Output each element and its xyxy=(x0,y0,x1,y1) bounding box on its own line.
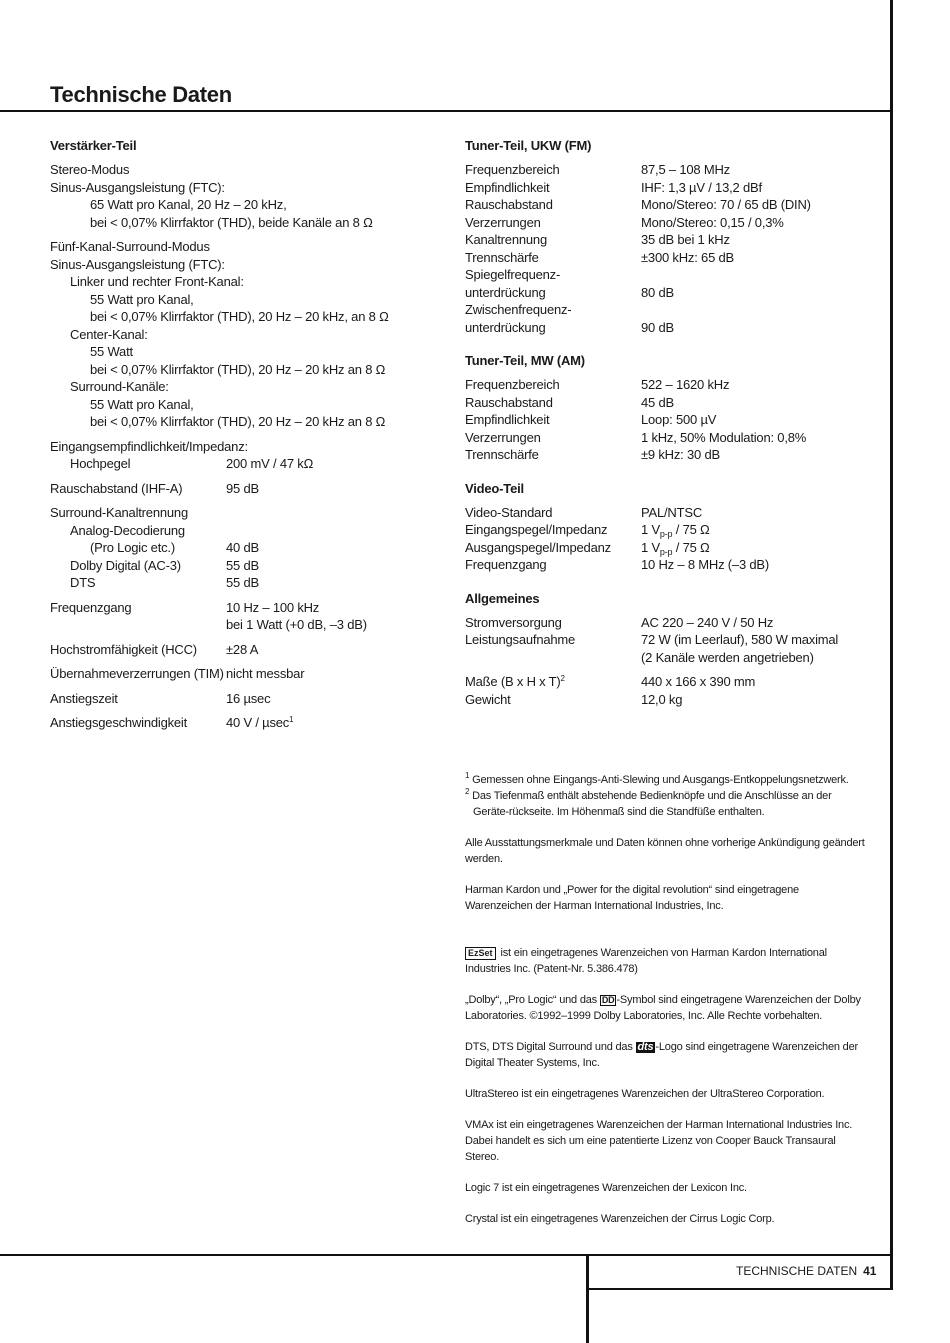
spec-value: 40 dB xyxy=(226,540,259,555)
spec-value: 45 dB xyxy=(641,394,674,410)
tuner-video-section xyxy=(465,137,865,708)
spec-row xyxy=(465,691,865,709)
spec-value: (2 Kanäle werden angetrieben) xyxy=(641,649,814,665)
spec-label: Frequenzgang xyxy=(50,599,132,615)
fm-heading: Tuner-Teil, UKW (FM) xyxy=(465,138,592,153)
spec-value: 35 dB bei 1 kHz xyxy=(641,232,730,247)
spec-row xyxy=(50,714,410,732)
am-heading: Tuner-Teil, MW (AM) xyxy=(465,353,585,368)
page-title: Technische Daten xyxy=(50,82,232,107)
spec-row xyxy=(50,616,410,634)
spec-value: nicht messbar xyxy=(226,666,305,681)
change-notice: Alle Ausstattungsmerkmale und Daten können ohne vorherige Ankündigung geändert werden. xyxy=(465,837,865,865)
spec-value: 72 W (im Leerlauf), 580 W maximal xyxy=(641,632,839,647)
sine-output-label: Sinus-Ausgangsleistung (FTC): xyxy=(50,179,225,195)
logic7-trademark: Logic 7 ist ein eingetragenes Warenzeichen der Lexicon Inc. xyxy=(465,1182,747,1194)
footnote-mark: 1 xyxy=(289,715,294,724)
am-spec-list xyxy=(465,376,865,464)
spec-label: Verzerrungen xyxy=(465,214,541,230)
spec-row xyxy=(465,673,865,691)
spec-label: Frequenzbereich xyxy=(465,162,560,177)
harman-trademark: Harman Kardon und „Power for the digital revolution“ sind eingetragene Warenzeichen der Harman International Industries, Inc. xyxy=(465,884,799,912)
spec-label: Anstiegszeit xyxy=(50,690,118,706)
spec-row xyxy=(465,649,865,667)
spec-row xyxy=(50,455,410,473)
spec-label: Leistungsaufnahme xyxy=(465,632,576,647)
front-power-line1: 55 Watt pro Kanal, xyxy=(90,291,194,307)
spec-label: Rauschabstand xyxy=(465,394,553,410)
spec-label: Übernahmeverzerrungen (TIM) xyxy=(50,666,224,681)
spec-label: Stromversorgung xyxy=(465,614,562,630)
spec-row xyxy=(465,214,865,232)
spec-label: Rauschabstand (IHF-A) xyxy=(50,480,183,496)
stereo-power-line1: 65 Watt pro Kanal, 20 Hz – 20 kHz, xyxy=(90,197,287,212)
five-channel-mode: Fünf-Kanal-Surround-Modus xyxy=(50,239,210,254)
spec-value: Loop: 500 µV xyxy=(641,412,717,427)
spec-label: unterdrückung xyxy=(465,319,546,335)
spec-row xyxy=(465,249,865,267)
spec-row xyxy=(465,556,865,574)
spec-label: Anstiegsgeschwindigkeit xyxy=(50,715,188,730)
title-rule xyxy=(0,110,890,112)
spec-row xyxy=(465,161,865,179)
ezset-trademark: EzSet ist ein eingetragenes Warenzeichen von Harman Kardon International Industries Inc. (Patent-Nr. 5.386.478) xyxy=(465,947,827,975)
spec-row xyxy=(465,539,865,557)
spec-row xyxy=(465,231,865,249)
spec-label: Rauschabstand xyxy=(465,197,553,212)
spec-row xyxy=(465,179,865,197)
spec-label: Trennschärfe xyxy=(465,447,539,462)
spec-row xyxy=(465,504,865,522)
spec-label: Kanaltrennung xyxy=(465,232,547,247)
page-number: 41 xyxy=(863,1264,877,1278)
spec-value: 55 dB xyxy=(226,557,259,573)
front-channel-label: Linker und rechter Front-Kanal: xyxy=(70,274,244,289)
crystal-trademark: Crystal ist ein eingetragenes Warenzeichen der Cirrus Logic Corp. xyxy=(465,1213,775,1225)
spec-label: Eingangspegel/Impedanz xyxy=(465,522,608,537)
spec-value: PAL/NTSC xyxy=(641,504,703,520)
image-rejection-label1: Spiegelfrequenz- xyxy=(465,267,561,282)
spec-row xyxy=(50,690,410,708)
spec-row xyxy=(465,394,865,412)
dolby-dd-logo: DD xyxy=(601,995,615,1005)
spec-value: 1 kHz, 50% Modulation: 0,8% xyxy=(641,429,807,445)
footer-right-border xyxy=(890,1254,893,1290)
dts-trademark: DTS, DTS Digital Surround und das dts -Logo sind eingetragene Warenzeichen der Digital Theater Systems, Inc. xyxy=(465,1041,858,1069)
spec-value: 10 Hz – 100 kHz xyxy=(226,599,320,615)
spec-label: Ausgangspegel/Impedanz xyxy=(465,539,611,555)
spec-row xyxy=(465,614,865,632)
spec-label: DTS xyxy=(70,575,96,590)
spec-row xyxy=(465,446,865,464)
spec-row xyxy=(465,284,865,302)
ultrastereo-trademark: UltraStereo ist ein eingetragenes Warenzeichen der UltraStereo Corporation. xyxy=(465,1088,825,1100)
spec-label: unterdrückung xyxy=(465,284,546,300)
spec-label: Hochpegel xyxy=(70,456,131,471)
spec-value: 95 dB xyxy=(226,480,259,496)
spec-row xyxy=(465,411,865,429)
spec-row xyxy=(50,574,410,592)
spec-value: ±9 kHz: 30 dB xyxy=(641,447,720,462)
spec-label: Dolby Digital (AC-3) xyxy=(70,557,181,573)
spec-label: Maße (B x H x T)$^2$ xyxy=(465,674,565,689)
general-heading: Allgemeines xyxy=(465,590,540,606)
spec-value: 40 V / µsec$^1$ xyxy=(226,715,294,730)
footer-bottom-rule xyxy=(586,1288,893,1290)
footnote-mark: 2 xyxy=(560,674,565,683)
spec-value: 10 Hz – 8 MHz (–3 dB) xyxy=(641,557,770,572)
center-power-line2: bei < 0,07% Klirrfaktor (THD), 20 Hz – 20 kHz an 8 Ω xyxy=(90,361,386,377)
spec-label: Verzerrungen xyxy=(465,429,541,445)
spec-value: 12,0 kg xyxy=(641,691,683,707)
sine-output-label-2: Sinus-Ausgangsleistung (FTC): xyxy=(50,256,225,272)
spec-row xyxy=(465,319,865,337)
footer-divider xyxy=(586,1254,589,1343)
spec-value: 16 µsec xyxy=(226,690,271,706)
dts-logo: dts xyxy=(637,1041,654,1053)
dolby-trademark: „Dolby“, „Pro Logic“ und das DD -Symbol sind eingetragene Warenzeichen der Dolby Laboratories. ©1992–1999 Dolby Laboratories, Inc. Alle Rechte vorbehalten. xyxy=(465,994,861,1022)
spec-row xyxy=(50,641,410,659)
surround-separation-label: Surround-Kanaltrennung xyxy=(50,505,188,520)
footer-section-label: TECHNISCHE DATEN xyxy=(736,1264,858,1278)
footer-rule xyxy=(0,1254,893,1256)
spec-label: Trennschärfe xyxy=(465,249,539,265)
spec-row xyxy=(50,665,410,683)
footnote-1: $^1$ Gemessen ohne Eingangs-Anti-Slewing und Ausgangs-Entkoppelungsnetzwerk. xyxy=(465,771,849,786)
spec-label: (Pro Logic etc.) xyxy=(90,540,175,555)
spec-label: Empfindlichkeit xyxy=(465,179,550,195)
spec-label: Video-Standard xyxy=(465,504,553,520)
spec-value: IHF: 1,3 µV / 13,2 dBf xyxy=(641,179,762,195)
ezset-logo: EzSet xyxy=(465,947,496,960)
video-heading: Video-Teil xyxy=(465,480,524,496)
spec-value: 200 mV / 47 kΩ xyxy=(226,456,314,471)
spec-label: Gewicht xyxy=(465,691,511,707)
footnote-2: $^2$ Das Tiefenmaß enthält abstehende Bedienknöpfe und die Anschlüsse an der Geräte-rückseite. Im Höhenmaß sind die Standfüße enthalten. xyxy=(465,787,832,818)
spec-value: Mono/Stereo: 0,15 / 0,3% xyxy=(641,214,784,230)
fm-spec-list xyxy=(465,161,865,266)
if-rejection-label1: Zwischenfrequenz- xyxy=(465,302,572,317)
stereo-mode: Stereo-Modus xyxy=(50,162,130,177)
spec-value: Mono/Stereo: 70 / 65 dB (DIN) xyxy=(641,197,811,212)
legal-notes xyxy=(465,772,865,1242)
amplifier-heading: Verstärker-Teil xyxy=(50,138,137,153)
spec-row xyxy=(50,557,410,575)
spec-row xyxy=(465,429,865,447)
analog-decoding-label: Analog-Decodierung xyxy=(70,522,185,538)
spec-value: 55 dB xyxy=(226,575,259,590)
spec-value: 90 dB xyxy=(641,319,674,335)
spec-label: Empfindlichkeit xyxy=(465,412,550,427)
stereo-power-line2: bei < 0,07% Klirrfaktor (THD), beide Kanäle an 8 Ω xyxy=(90,214,373,230)
spec-row xyxy=(465,376,865,394)
vmax-trademark: VMAx ist ein eingetragenes Warenzeichen der Harman International Industries Inc. Dabei handelt es sich um eine patentierte Lizenz von Cooper Bauck Transaural Stereo. xyxy=(465,1119,853,1163)
center-power-line1: 55 Watt xyxy=(90,344,133,359)
spec-row xyxy=(465,631,865,649)
spec-value: 440 x 166 x 390 mm xyxy=(641,674,756,689)
surround-channel-label: Surround-Kanäle: xyxy=(70,379,169,394)
spec-label: Frequenzbereich xyxy=(465,377,560,392)
spec-row xyxy=(465,521,865,539)
spec-row xyxy=(50,539,410,557)
spec-value: 80 dB xyxy=(641,284,674,300)
spec-value: bei 1 Watt (+0 dB, –3 dB) xyxy=(226,617,367,632)
spec-label: Hochstromfähigkeit (HCC) xyxy=(50,641,197,657)
spec-value: ±300 kHz: 65 dB xyxy=(641,249,735,265)
center-channel-label: Center-Kanal: xyxy=(70,326,148,342)
surround-power-line1: 55 Watt pro Kanal, xyxy=(90,396,194,412)
spec-row xyxy=(50,480,410,498)
surround-power-line2: bei < 0,07% Klirrfaktor (THD), 20 Hz – 20 kHz an 8 Ω xyxy=(90,414,386,429)
spec-value: ±28 A xyxy=(226,641,259,657)
spec-value: 522 – 1620 kHz xyxy=(641,377,730,392)
spec-value: AC 220 – 240 V / 50 Hz xyxy=(641,614,774,630)
spec-value: 1 $V_{p-p} / 75$ Ω xyxy=(641,539,710,557)
amplifier-section xyxy=(50,137,410,732)
spec-value: 1 $V_{p-p} / 75$ Ω xyxy=(641,522,710,539)
spec-value: 87,5 – 108 MHz xyxy=(641,162,730,177)
right-border-line xyxy=(890,0,893,1290)
page-footer xyxy=(736,1262,876,1280)
spec-row xyxy=(50,599,410,617)
input-sensitivity-label: Eingangsempfindlichkeit/Impedanz: xyxy=(50,438,248,454)
spec-row xyxy=(465,196,865,214)
front-power-line2: bei < 0,07% Klirrfaktor (THD), 20 Hz – 20 kHz, an 8 Ω xyxy=(90,309,389,324)
spec-label: Frequenzgang xyxy=(465,557,547,572)
